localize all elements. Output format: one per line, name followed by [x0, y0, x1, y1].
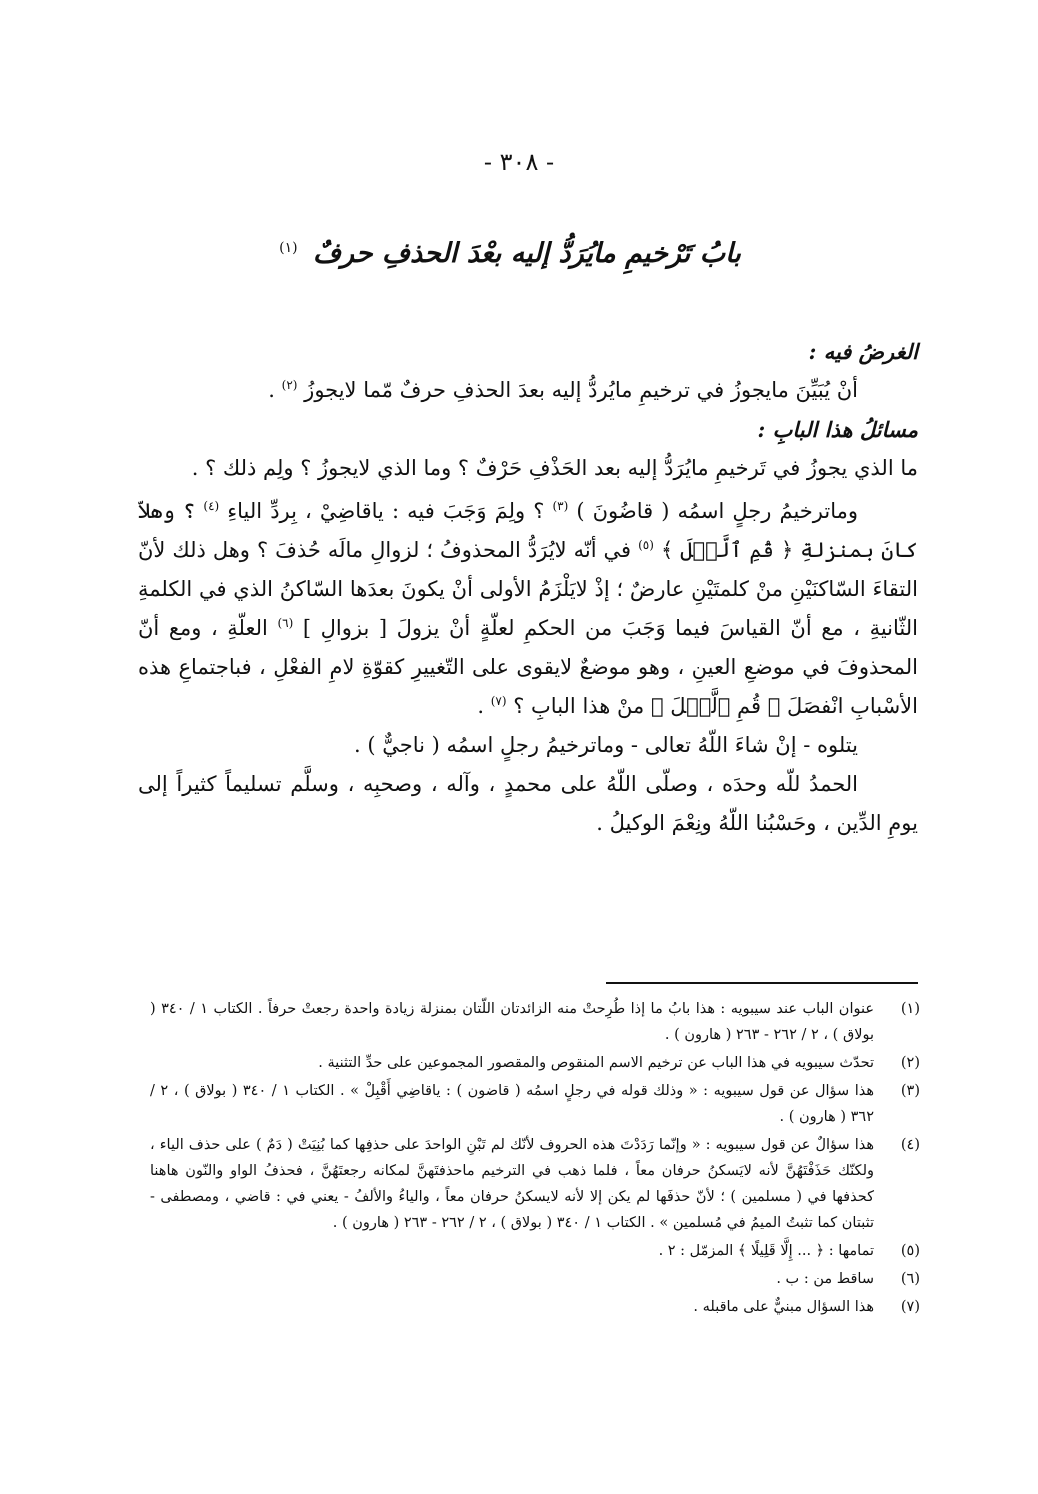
chapter-title-text: بابُ تَرْخيمِ مايُرَدُّ إليه بعْدَ الحذفِ حرفٌ	[313, 238, 741, 269]
purpose-heading: الغرضُ فيه :	[808, 339, 918, 364]
footnote-number: (٤)	[900, 1137, 920, 1153]
next-section-note: يتلوه - إنْ شاءَ اللّهُ تعالى - وماترخيمُ رجلٍ اسمُه ( ناجيٌّ ) .	[354, 733, 858, 757]
footnote	[150, 1266, 920, 1292]
footnote-text: تمامها : ﴿ ... إِلَّا قَلِيلًا ﴾ المزمّل : ٢ .	[658, 1243, 874, 1259]
footnote-text: هذا السؤال مبنيٌّ على ماقبله .	[693, 1299, 874, 1315]
footnote-number: (٢)	[900, 1055, 920, 1071]
footnote	[150, 1294, 920, 1320]
footnote-ref-5: (٥)	[638, 538, 654, 552]
footnote	[150, 1050, 920, 1076]
footnote-text: هذا سؤالٌ عن قول سيبويه : « وإنّما رَدَدْتَ هذه الحروف لأنّك لم تَبْنِ الواحدَ على حذفِها كما بُنِيَتْ ( دَمٌ ) على حذف الياء ، ولكنّك حَذَفْتَهُنَّ لأنه لايَسكنُ حرفان معاً ، فلما ذهب في الترخيم ماحذفتَهنَّ لمكانه رجعتَهُنَّ ، فحذفُ الواو والنّون هاهنا كحذفها في ( مسلمين ) ؛ لأنّ حذفَها لم يكن إلا لأنه لايسكنُ حرفان معاً ، والياءُ والألفُ - يعني في : قاضي ، ومصطفى - تثبتان كما تثبتُ الميمُ في مُسلمين » . الكتاب ١ / ٣٤٠ ( بولاق ) ، ٢ / ٢٦٢ - ٢٦٣ ( هارون ) .	[150, 1137, 874, 1231]
footnote-number: (١)	[900, 1001, 920, 1017]
chapter-title-footnote-ref: (١)	[279, 240, 298, 256]
footnote-text: هذا سؤال عن قول سيبويه : « وذلك قوله في رجلٍ اسمُه ( قاضون ) : ياقاضِي أَقْبِلْ » . الكتاب ١ / ٣٤٠ ( بولاق ) ، ٢ / ٣٦٢ ( هارون ) .	[150, 1083, 875, 1125]
footnote	[150, 1238, 920, 1264]
purpose-end: .	[268, 378, 275, 402]
question-2	[138, 492, 918, 726]
question-2-part-b: ؟ ولِمَ وَجَبَ فيه : ياقاضِيْ ، بِردِّ الياءِ	[227, 499, 545, 523]
purpose-paragraph	[138, 371, 918, 410]
closing-doxology: الحمدُ للّه وحدَه ، وصلّى اللّهُ على محمدٍ ، وآله ، وصحبِه ، وسلَّم تسليماً كثيراً إلى يومِ الدِّين ، وحَسْبُنا اللّهُ ونِعْمَ الوكيلُ .	[138, 772, 918, 835]
question-2-end: .	[477, 694, 484, 718]
footnote-ref-2: (٢)	[281, 378, 298, 392]
questions-heading: مسائلُ هذا البابِ :	[757, 417, 918, 442]
footnote-number: (٣)	[900, 1083, 920, 1099]
footnote	[150, 1078, 920, 1130]
main-text	[138, 332, 918, 843]
question-2-part-d: في أنّه لايُرَدُّ المحذوفُ ؛ لزوالِ مالَه حُذفَ ؟ وهل ذلك لأنّ التقاءَ السّاكنَيْنِ منْ كلمتَيْنِ عارضٌ ؛ إذْ لايَلْزَمُ الأولى أنْ يكونَ بعدَها السّاكنُ الذي في الكلمةِ الثّانيةِ ، مع أنّ القياسَ فيما وَجَبَ من الحكمِ لعلّةٍ أنْ يزولَ [ بزوالِ ]	[138, 538, 918, 640]
chapter-title	[200, 238, 820, 269]
footnote-ref-4: (٤)	[203, 499, 220, 513]
footnote	[150, 996, 920, 1048]
question-2-part-a: وماترخيمُ رجلٍ اسمُه ( قاضُونَ )	[576, 499, 858, 523]
footnote-ref-3: (٣)	[552, 499, 569, 513]
page-number: - ٣٠٨ -	[483, 148, 555, 176]
footnote-number: (٧)	[900, 1299, 920, 1315]
footnote-divider	[606, 982, 918, 984]
footnotes	[150, 996, 920, 1322]
question-2-part-e: العلّةِ ، ومع أنّ المحذوفَ في موضعِ العينِ ، وهو موضعٌ لايقوى على التّغييرِ كقوّةِ لامِ الفعْلِ ، فباجتماعِ هذه الأسْبابِ انْفصَلَ ﴿ قُمِ ٱلَّيۡلَ ﴾ منْ هذا البابِ ؟	[138, 616, 918, 718]
footnote-ref-6: (٦)	[277, 616, 294, 630]
question-1: ما الذي يجوزُ في تَرخيمِ مايُرَدُّ إليه بعد الحَذْفِ حَرْفٌ ؟ وما الذي لايجوزُ ؟ ولِم ذلك ؟ .	[191, 456, 918, 480]
question-2-part-c: ؟ وهلاّ كانَ بمنزلةِ ﴿ قُمِ ٱلَّيۡلَ ﴾	[138, 499, 918, 562]
footnote	[150, 1132, 920, 1236]
footnote-text: تحدّث سيبويه في هذا الباب عن ترخيم الاسم المنقوص والمقصور المجموعين على حدِّ التثنية .	[318, 1055, 874, 1071]
footnote-text: ساقط من : ب .	[776, 1271, 874, 1287]
footnote-number: (٥)	[900, 1243, 920, 1259]
footnote-text: عنوان الباب عند سيبويه : هذا بابُ ما إذا طُرِحتْ منه الزائدتان اللّتان بمنزلة زيادة واحدة رجعتْ حرفاً . الكتاب ١ / ٣٤٠ ( بولاق ) ، ٢ / ٢٦٢ - ٢٦٣ ( هارون ) .	[150, 1001, 874, 1043]
purpose-text: أنْ يُبَيِّنَ مايجوزُ في ترخيمِ مايُردُّ إليه بعدَ الحذفِ حرفٌ مّما لايجوزُ	[304, 378, 858, 402]
footnote-ref-7: (٧)	[490, 694, 507, 708]
footnote-number: (٦)	[900, 1271, 920, 1287]
